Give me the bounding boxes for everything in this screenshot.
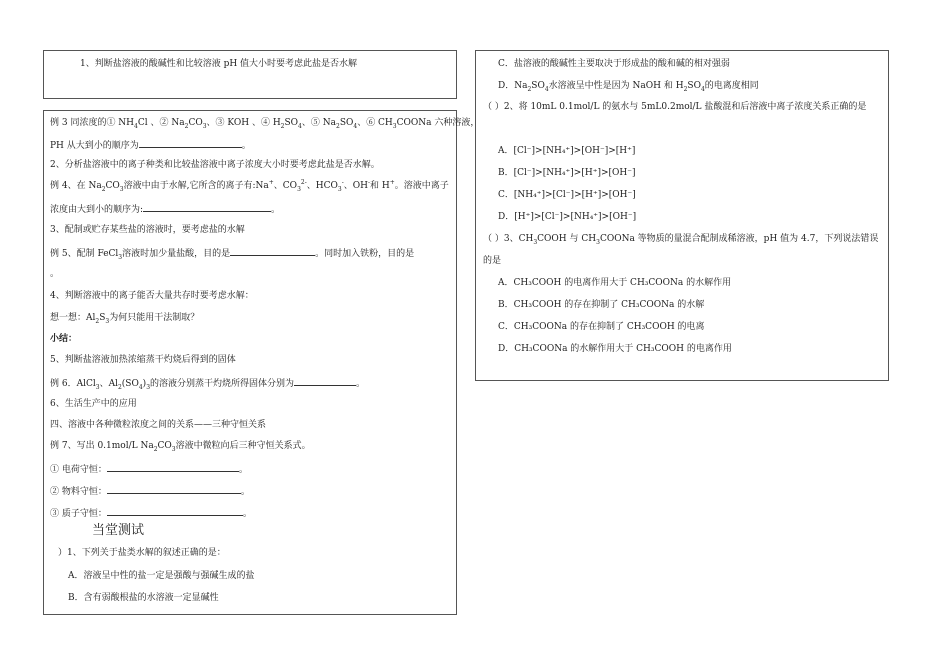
question-1-option-b: B．含有弱酸根盐的水溶液一定显碱性 <box>68 593 219 603</box>
item-3: 3、配制或贮存某些盐的溶液时，要考虑盐的水解 <box>50 225 245 235</box>
proton-conservation: ③ 质子守恒： 。 <box>50 506 252 520</box>
item-2: 2、分析盐溶液中的离子种类和比较盐溶液中离子浓度大小时要考虑此盐是否水解。 <box>50 160 380 170</box>
charge-conservation: ① 电荷守恒： 。 <box>50 462 248 476</box>
question-3-option-c: C．CH₃COONa 的存在抑制了 CH₃COOH 的电离 <box>498 322 705 332</box>
answer-blank[interactable] <box>294 376 356 386</box>
example-5-line2: 。 <box>50 269 60 279</box>
question-2-option-a: A．[Cl⁻]>[NH₄⁺]>[OH⁻]>[H⁺] <box>498 146 636 156</box>
item-5: 5、判断盐溶液加热浓缩蒸干灼烧后得到的固体 <box>50 355 236 365</box>
think-question: 想一想：$Al_2S_3$为何只能用干法制取？ <box>50 313 200 325</box>
answer-blank[interactable] <box>107 484 241 494</box>
question-1: ）1、下列关于盐类水解的叙述正确的是： <box>58 548 226 558</box>
question-1-option-d: D．$Na_2SO_4$水溶液呈中性是因为 NaOH 和 $H_2SO_4$的电离度相同 <box>498 81 759 93</box>
question-2: （ ）2、将 10mL 0.1mol/L 的氨水与 5mL0.2mol/L 盐酸混和后溶液中离子浓度关系正确的是 <box>483 102 867 112</box>
answer-blank[interactable] <box>139 138 242 148</box>
question-3-line2: 的是 <box>483 256 502 266</box>
question-2-option-d: D．[H⁺]>[Cl⁻]>[NH₄⁺]>[OH⁻] <box>498 212 637 222</box>
question-3-option-d: D．CH₃COONa 的水解作用大于 CH₃COOH 的电离作用 <box>498 344 732 354</box>
answer-blank[interactable] <box>107 462 239 472</box>
example-7: 例 7、写出 0.1mol/L $Na_2CO_3$溶液中微粒向后三种守恒关系式。 <box>50 441 311 453</box>
question-2-option-c: C．[NH₄⁺]>[Cl⁻]>[H⁺]>[OH⁻] <box>498 190 636 200</box>
answer-blank[interactable] <box>107 506 243 516</box>
question-2-option-b: B．[Cl⁻]>[NH₄⁺]>[H⁺]>[OH⁻] <box>498 168 636 178</box>
answer-blank[interactable] <box>230 246 315 256</box>
summary-label: 小结： <box>50 334 78 344</box>
test-title: 当堂测试 <box>92 523 145 538</box>
question-1-option-c: C．盐溶液的酸碱性主要取决于形成盐的酸和碱的相对强弱 <box>498 59 730 69</box>
material-conservation: ② 物料守恒： 。 <box>50 484 250 498</box>
example-6: 例 6．AlCl$_3$、$Al_2(SO_4)_3$的溶液分别蒸干灼烧所得固体分别为 。 <box>50 376 365 390</box>
example-5-line1: 例 5、配制 FeCl$_3$溶液时加少量盐酸，目的是 。同时加入铁粉，目的是 <box>50 246 414 260</box>
question-3-option-a: A．CH₃COOH 的电离作用大于 CH₃COONa 的水解作用 <box>498 278 732 288</box>
example-3-line1: 例 3 同浓度的① $NH_4Cl$ 、② $Na_2CO_3$、③ KOH 、④ $H_2SO_4$、⑤ $Na_2SO_4$、⑥ $CH_3COONa$ 六种溶液， <box>50 118 480 130</box>
question-3-line1: （ ）3、$CH_3COOH$ 与 $CH_3COONa$ 等物质的量混合配制成稀溶液，pH 值为 4.7，下列说法错误 <box>483 234 879 246</box>
answer-blank[interactable] <box>143 202 271 212</box>
section-4: 四、溶液中各种微粒浓度之间的关系——三种守恒关系 <box>50 420 267 430</box>
example-4-line1: 例 4、在 $Na_2CO_3$溶液中由于水解,它所含的离子有:Na+、$CO_3^{2-}$、$HCO_3^-$、OH-和 H+。溶液中离子 <box>50 179 449 193</box>
example-3-line2: PH 从大到小的顺序为 。 <box>50 138 251 152</box>
question-3-option-b: B．CH₃COOH 的存在抑制了 CH₃COONa 的水解 <box>498 300 705 310</box>
question-1-option-a: A．溶液呈中性的盐一定是强酸与强碱生成的盐 <box>68 571 255 581</box>
example-4-line2: 浓度由大到小的顺序为: 。 <box>50 202 280 216</box>
item-6: 6、生活生产中的应用 <box>50 399 137 409</box>
top-box-line1: 1、判断盐溶液的酸碱性和比较溶液 pH 值大小时要考虑此盐是否水解 <box>80 59 358 69</box>
item-4: 4、判断溶液中的离子能否大量共存时要考虑水解： <box>50 291 254 301</box>
